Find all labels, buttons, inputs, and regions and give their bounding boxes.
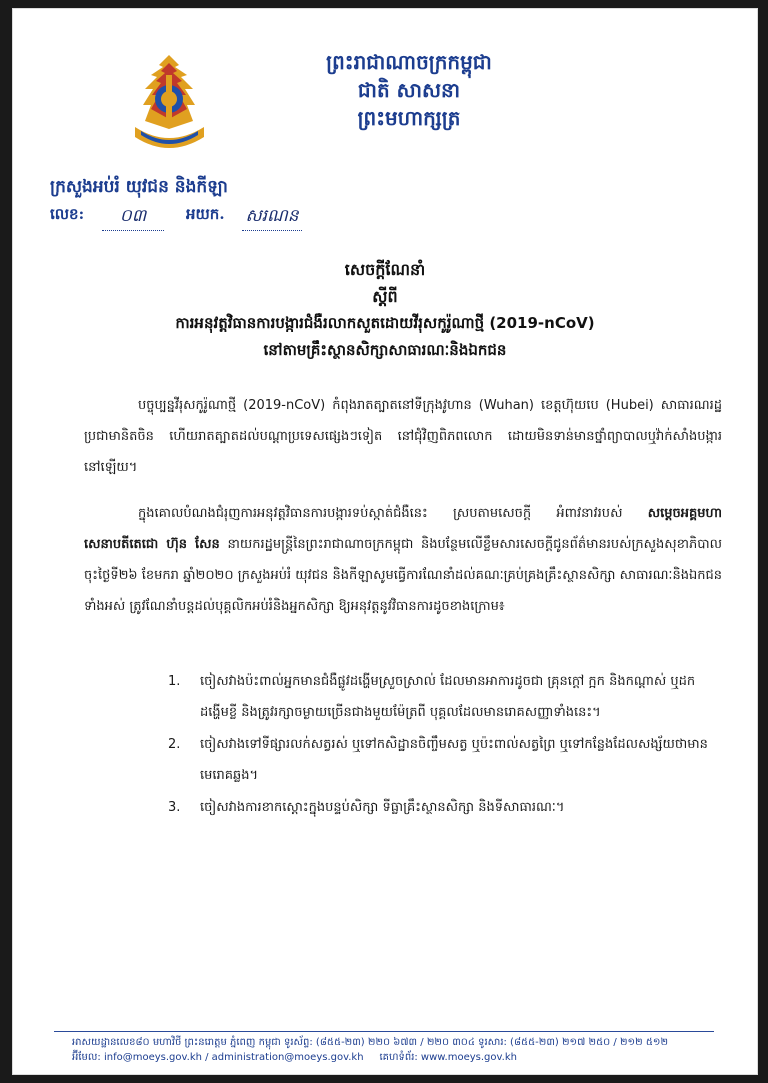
paragraph-2 (84, 498, 722, 622)
reference-line (50, 205, 470, 231)
title-line-1: សេចក្តីណែនាំ (344, 260, 426, 279)
ref-number: ០៣ (102, 205, 164, 231)
footer (72, 1035, 722, 1065)
footer-divider (54, 1031, 714, 1032)
website-link[interactable]: www.moeys.gov.kh (420, 1052, 517, 1063)
ministry-name: ក្រសួងអប់រំ យុវជន និងកីឡា (50, 177, 228, 197)
ref-suffix: អយក. (186, 205, 225, 223)
list-item-number: 3. (168, 800, 181, 815)
website-label: គេហទំព័រ: (379, 1052, 418, 1063)
ref-code: សរណន (242, 205, 302, 231)
list-item-text: ចៀសវាងទៅទីផ្សារលក់សត្វរស់ ឬទៅកសិដ្ឋានចិញ្ចឹមសត្វ ឬប៉ះពាល់សត្វព្រៃ ឬទៅកន្លែងដែលសង្ស័យថាមានមេរោគឆ្លង។ (200, 737, 708, 783)
title-line-3: ការអនុវត្តវិធានការបង្ការជំងឺរលាកសួតដោយវីរុសកូរ៉ូណាថ្មី (2019-nCoV) (175, 314, 595, 332)
ref-label: លេខ: (50, 205, 85, 223)
national-motto: ជាតិ សាសនា ព្រះមហាក្សត្រ (357, 78, 461, 130)
email-label: អ៊ីមែល: (72, 1052, 101, 1063)
paragraph-2-prime-minister: សម្តេចអគ្គមហាសេនាបតីតេជោ ហ៊ុន សែន (84, 506, 722, 552)
list-item-text: ចៀសវាងការខាកស្តោះក្នុងបន្ទប់សិក្សា ទីធ្លាគ្រឹះស្ថានសិក្សា និងទីសាធារណៈ។ (200, 800, 565, 815)
list-item-number: 1. (168, 674, 181, 689)
footer-contacts (72, 1050, 722, 1065)
letterhead-kingdom (304, 48, 514, 132)
email-link[interactable]: info@moeys.gov.kh / administration@moeys.gov.kh (103, 1052, 364, 1063)
footer-address: អាសយដ្ឋានលេខ៨០ មហាវិថី ព្រះនរោត្តម ភ្នំពេញ កម្ពុជា ទូរស័ព្ទ: (៨៥៥-២៣) ២២០ ៦៧៣ / ២២០ ៣០៤ ទូរសារ: (៨៥៥-២៣) ២១៧ ២៥០ / ២១២ ៥១២ (72, 1037, 669, 1048)
measures-list (162, 666, 722, 824)
paragraph-1: បច្ចុប្បន្នវីរុសកូរ៉ូណាថ្មី (2019-nCoV) កំពុងរាតត្បាតនៅទីក្រុងវូហាន (Wuhan) ខេត្តហ៊ុយបេ (Hubei) សាធារណរដ្ឋប្រជាមានិតចិន ហើយរាតត្បាតដល់បណ្តាប្រទេសផ្សេងៗទៀត នៅជុំវិញពិភពលោក ដោយមិនទាន់មានថ្នាំព្យាបាលឬវ៉ាក់សាំងបង្ការនៅឡើយ។ (84, 398, 722, 475)
list-item-text: ចៀសវាងប៉ះពាល់អ្នកមានជំងឺផ្លូវដង្ហើមស្រួចស្រាល់ ដែលមានអាការដូចជា គ្រុនក្តៅ ក្អក និងកណ្តាស់ ឬដកដង្ហើមខ្លី និងត្រូវរក្សាចម្ងាយច្រើនជាងមួយម៉ែត្រពី បុគ្គលដែលមានរោគសញ្ញាទាំងនេះ។ (200, 674, 696, 720)
ministry-seal-logo (127, 53, 212, 163)
list-item (162, 666, 722, 728)
paragraph-2-body: នាយករដ្ឋមន្ត្រីនៃព្រះរាជាណាចក្រកម្ពុជា និងបន្ថែមលើខ្លឹមសារសេចក្តីជូនព័ត៌មានរបស់ក្រសួងសុខាភិបាល ចុះថ្ងៃទី២៦ ខែមករា ឆ្នាំ២០២០ ក្រសួងអប់រំ យុវជន និងកីឡាសូមធ្វើការណែនាំដល់គណៈគ្រប់គ្រងគ្រឹះស្ថានសិក្សា សាធារណៈនិងឯកជនទាំងអស់ ត្រូវណែនាំបន្តដល់បុគ្គលិកអប់រំនិងអ្នកសិក្សា ឱ្យអនុវត្តនូវវិធានការដូចខាងក្រោម៖ (84, 537, 722, 614)
list-item (162, 729, 722, 791)
document-title (52, 256, 718, 364)
paragraph-2-intro: ក្នុងគោលបំណងជំរុញការអនុវត្តវិធានការបង្ការទប់ស្កាត់ជំងឺនេះ ស្របតាមសេចក្តី អំពាវនាវរបស់ (138, 506, 623, 521)
list-item (162, 792, 722, 823)
list-item-number: 2. (168, 737, 181, 752)
kingdom-title: ព្រះរាជាណាចក្រកម្ពុជា (326, 50, 492, 74)
title-line-4: នៅតាមគ្រឹះស្ថានសិក្សាសាធារណៈនិងឯកជន (263, 341, 507, 359)
document-page (12, 8, 758, 1075)
title-line-2: ស្តីពី (372, 287, 398, 306)
